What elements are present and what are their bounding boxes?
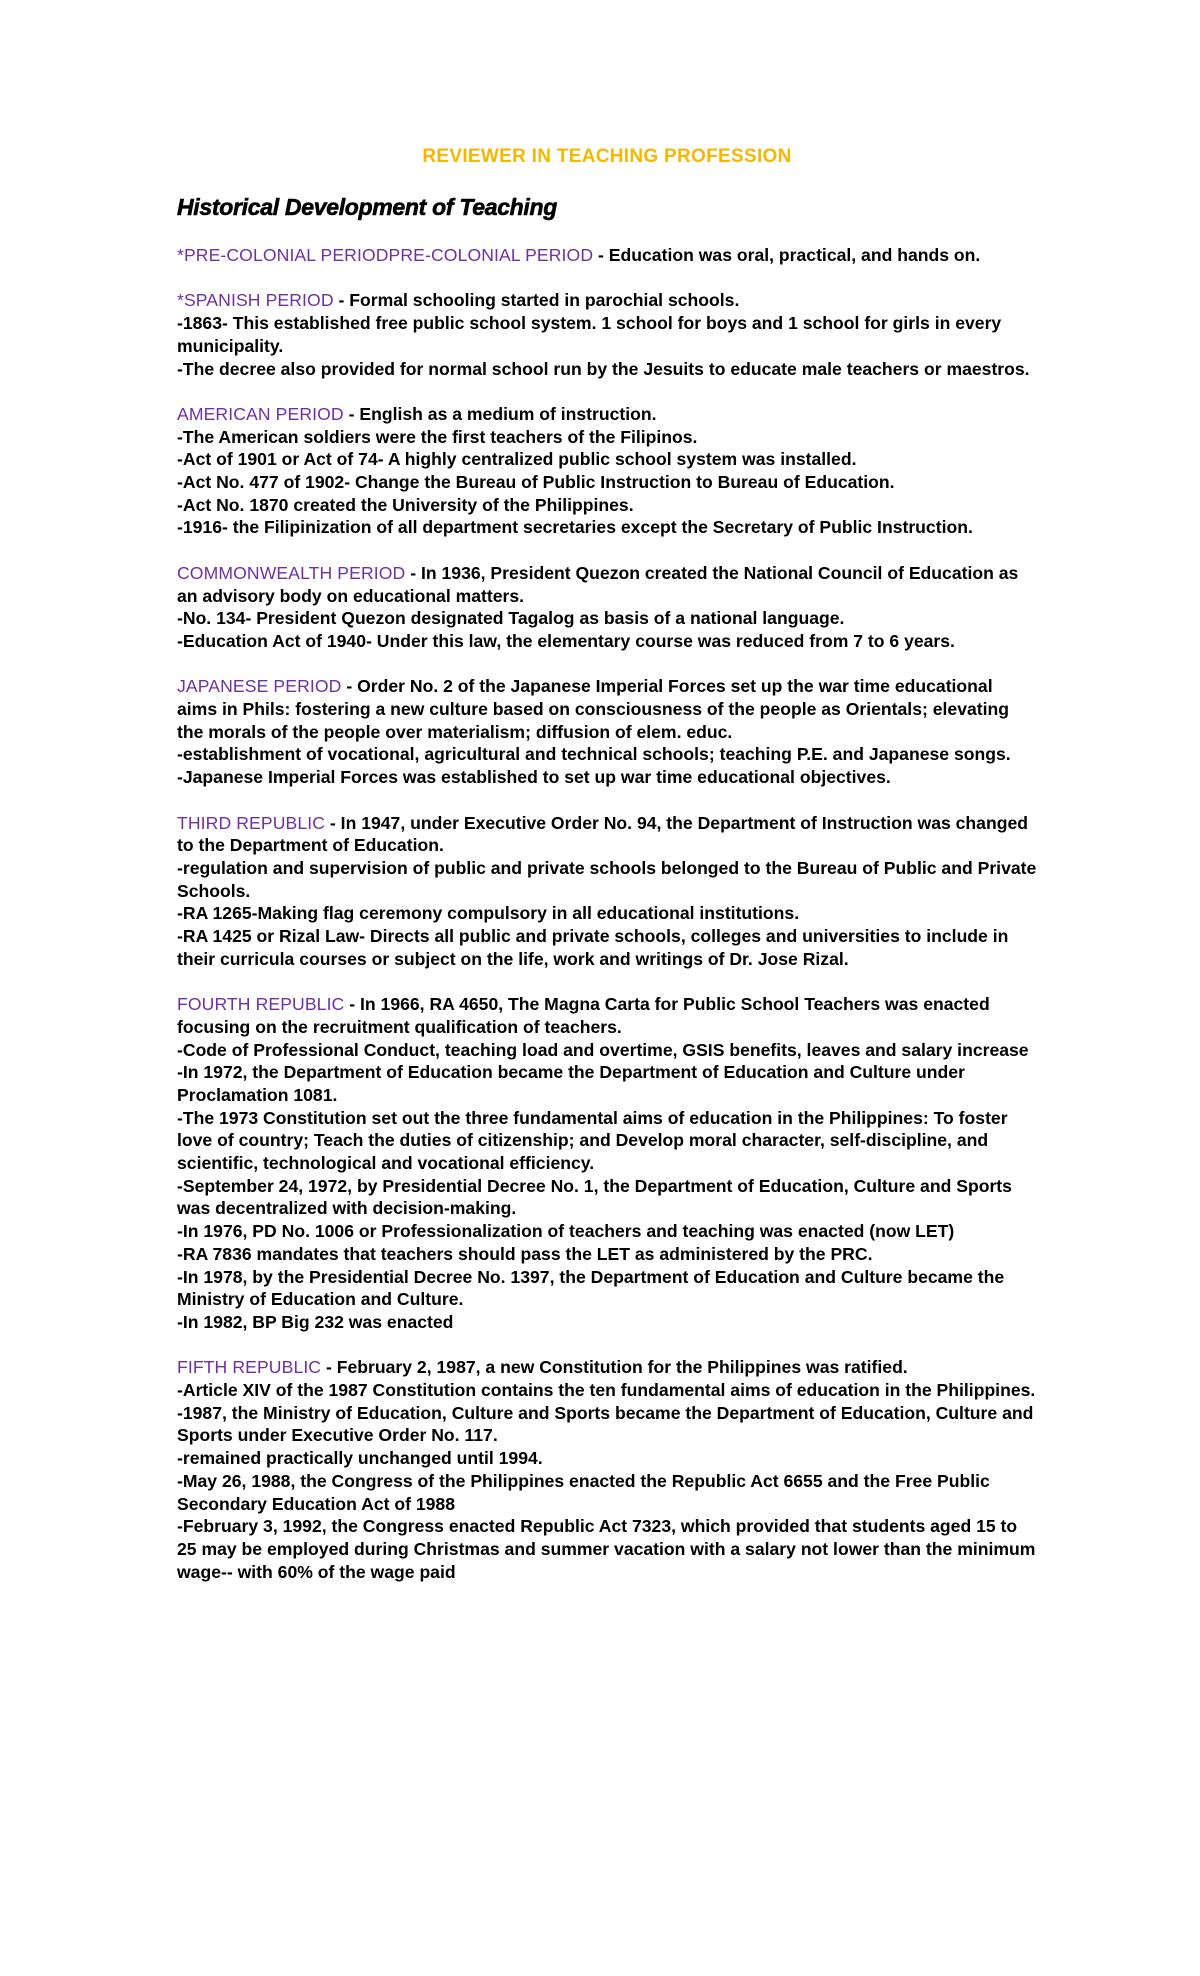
period-third-republic <box>177 812 1037 971</box>
period-line: -In 1982, BP Big 232 was enacted <box>177 1311 454 1332</box>
document-body <box>177 144 1037 1606</box>
period-label: AMERICAN PERIOD <box>177 403 344 424</box>
period-line: -In 1978, by the Presidential Decree No. 1397, the Department of Education and Culture became the Ministry of Education and Culture. <box>177 1266 1005 1310</box>
period-line: -No. 134- President Quezon designated Tagalog as basis of a national language. <box>177 608 845 629</box>
period-line: -Act No. 1870 created the University of the Philippines. <box>177 494 634 515</box>
period-line: -February 3, 1992, the Congress enacted Republic Act 7323, which provided that students aged 15 to 25 may be employed during Christmas and summer vacation with a salary not lower than the minimum wage-- with 60% of the wage paid <box>177 1516 1036 1582</box>
period-line: -remained practically unchanged until 1994. <box>177 1448 543 1469</box>
document-title: REVIEWER IN TEACHING PROFESSION <box>422 146 792 167</box>
period-label: THIRD REPUBLIC <box>177 812 326 833</box>
period-line: -September 24, 1972, by Presidential Decree No. 1, the Department of Education, Culture and Sports was decentralized with decision-making. <box>177 1175 1012 1219</box>
period-line: -1987, the Ministry of Education, Culture and Sports became the Department of Education, Culture and Sports under Executive Order No. 117. <box>177 1402 1034 1446</box>
period-line: -1916- the Filipinization of all department secretaries except the Secretary of Public Instruction. <box>177 517 973 538</box>
period-line: -RA 1425 or Rizal Law- Directs all public and private schools, colleges and universities to include in their curricula courses or subject on the life, work and writings of Dr. Jose Rizal. <box>177 926 1009 969</box>
period-line: -Code of Professional Conduct, teaching load and overtime, GSIS benefits, leaves and salary increase <box>177 1039 1029 1060</box>
period-label: JAPANESE PERIOD <box>177 676 342 697</box>
period-intro: - Order No. 2 of the Japanese Imperial Forces set up the war time educational aims in Phils: fostering a new culture based on consciousness of the people as Orientals; elevating the morals of the people over materialism; diffusion of elem. educ. <box>177 676 1010 742</box>
period-line: -establishment of vocational, agricultural and technical schools; teaching P.E. and Japanese songs. <box>177 744 1011 765</box>
period-line: -RA 1265-Making flag ceremony compulsory in all educational institutions. <box>177 903 800 924</box>
period-commonwealth <box>177 562 1037 653</box>
period-intro: - February 2, 1987, a new Constitution for the Philippines was ratified. <box>321 1357 908 1378</box>
period-japanese <box>177 675 1037 789</box>
period-intro: - Formal schooling started in parochial schools. <box>333 290 740 311</box>
period-line: -The decree also provided for normal school run by the Jesuits to educate male teachers or maestros. <box>177 358 1030 379</box>
period-spanish <box>177 289 1037 380</box>
periods-list <box>177 244 1037 1583</box>
period-american <box>177 403 1037 539</box>
period-fourth-republic <box>177 993 1037 1334</box>
period-intro: - Education was oral, practical, and hands on. <box>593 245 981 265</box>
period-pre-colonial <box>177 244 1037 267</box>
period-line: -RA 7836 mandates that teachers should pass the LET as administered by the PRC. <box>177 1243 873 1264</box>
period-line: -The American soldiers were the first teachers of the Filipinos. <box>177 426 698 447</box>
period-line: -In 1976, PD No. 1006 or Professionalization of teachers and teaching was enacted (now LET) <box>177 1221 955 1242</box>
period-intro: - In 1936, President Quezon created the National Council of Education as an advisory body on educational matters. <box>177 562 1019 606</box>
period-intro: - English as a medium of instruction. <box>343 403 657 424</box>
period-fifth-republic <box>177 1356 1037 1583</box>
period-label: *PRE-COLONIAL PERIODPRE-COLONIAL PERIOD <box>177 245 594 265</box>
period-intro: - In 1947, under Executive Order No. 94, the Department of Instruction was changed to the Department of Education. <box>177 812 1028 856</box>
period-line: -The 1973 Constitution set out the three fundamental aims of education in the Philippines: To foster love of country; Teach the duties of citizenship; and Develop moral character, self-discipline, and scientific, technological and vocational efficiency. <box>177 1107 1008 1174</box>
period-label: FOURTH REPUBLIC <box>177 994 345 1015</box>
period-line: -May 26, 1988, the Congress of the Philippines enacted the Republic Act 6655 and the Free Public Secondary Education Act of 1988 <box>177 1470 990 1514</box>
section-heading: Historical Development of Teaching <box>177 194 558 220</box>
period-line: -In 1972, the Department of Education became the Department of Education and Culture under Proclamation 1081. <box>177 1062 965 1105</box>
period-line: -Education Act of 1940- Under this law, the elementary course was reduced from 7 to 6 years. <box>177 630 955 651</box>
period-line: -1863- This established free public school system. 1 school for boys and 1 school for girls in every municipality. <box>177 313 1002 356</box>
period-line: -Japanese Imperial Forces was established to set up war time educational objectives. <box>177 767 891 788</box>
period-label: *SPANISH PERIOD <box>177 290 334 311</box>
period-line: -Article XIV of the 1987 Constitution contains the ten fundamental aims of education in the Philippines. <box>177 1380 1036 1401</box>
period-label: FIFTH REPUBLIC <box>177 1357 322 1378</box>
period-line: -Act of 1901 or Act of 74- A highly centralized public school system was installed. <box>177 449 857 470</box>
period-label: COMMONWEALTH PERIOD <box>177 562 406 583</box>
period-intro: - In 1966, RA 4650, The Magna Carta for Public School Teachers was enacted focusing on the recruitment qualification of teachers. <box>177 994 990 1037</box>
period-line: -Act No. 477 of 1902- Change the Bureau of Public Instruction to Bureau of Education. <box>177 472 895 492</box>
period-line: -regulation and supervision of public and private schools belonged to the Bureau of Public and Private Schools. <box>177 857 1037 901</box>
